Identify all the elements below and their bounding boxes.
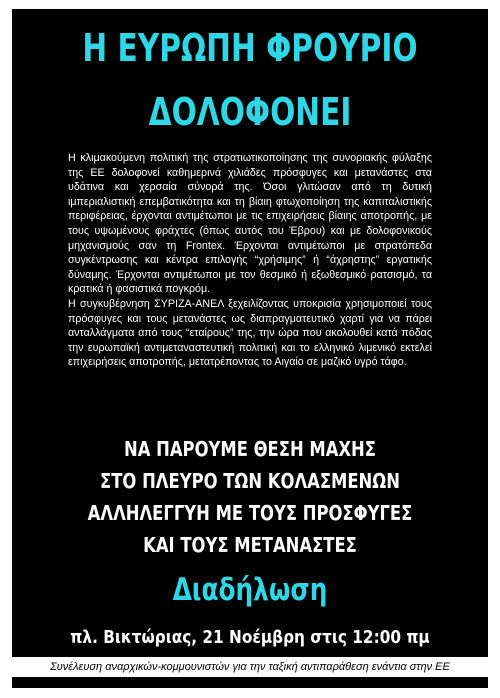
- body-paragraph-2: Η συγκυβέρνηση ΣΥΡΙΖΑ-ΑΝΕΛ ξεχειλίζοντας υποκρισία χρησιμοποιεί τους πρόσφυγες και τους μετανάστες ως διαπραγματευτικό χαρτί για να πάρει ανταλλάγματα από τους “εταίρους” της, την ώρα που ακολουθεί κατά πόδας την ευρωπαϊκή αντιμεταναστευτική πολιτική και το ελληνικό λιμενικό εκτελεί επιχειρήσεις αποτροπής, μετατρέποντας το Αιγαίο σε μαζικό υγρό τάφο.: [68, 297, 432, 369]
- body-paragraph-1: Η κλιμακούμενη πολιτική της στρατιωτικοποίησης της συνοριακής φύλαξης της ΕΕ δολοφονεί καθημερινά χιλιάδες πρόσφυγες και μετανάστες στα υδάτινα και χερσαία σύνορά της. Όσοι γλιτώσαν από τη δυτική ιμπεριαλιστική επεμβατικότητα και τη βίαιη φτωχοποίηση της καπιταλιστικής περιφέρειας, έρχονται αντιμέτωποι με τις επιχειρήσεις βίαιης αποτροπής, με τους υψωμένους φράχτες (όπως αυτός του Έβρου) και με δολοφονικούς μηχανισμούς σαν τη Frontex. Έρχονται αντιμέτωποι με στρατόπεδα συγκέντρωσης και κέντρα επιλογής “χρήσιμης” ή “άχρηστης” εργατικής δύναμης. Έρχονται αντιμέτωποι με τον θεσμικό ή εξωθεσμικό ρατσισμό, τα κρατικά ή φασιστικά πογκρόμ.: [68, 152, 432, 296]
- call-line-4: ΚΑΙ ΤΟΥΣ ΜΕΤΑΝΑΣΤΕΣ: [143, 533, 357, 557]
- poster: [12, 9, 488, 688]
- call-line-1: ΝΑ ΠΑΡΟΥΜΕ ΘΕΣΗ ΜΑΧΗΣ: [124, 437, 376, 461]
- poster-title-line-1: Η ΕΥΡΩΠΗ ΦΡΟΥΡΙΟ: [82, 26, 418, 70]
- poster-title-line-2: ΔΟΛΟΦΟΝΕΙ: [148, 90, 352, 134]
- call-line-3: ΑΛΛΗΛΕΓΓΥΗ ΜΕ ΤΟΥΣ ΠΡΟΣΦΥΓΕΣ: [87, 501, 413, 525]
- event-place-time: πλ. Βικτώριας, 21 Νοέμβρη στις 12:00 πμ: [70, 627, 430, 648]
- footer-signature: Συνέλευση αναρχικών-κομμουνιστών για την ταξική αντιπαράθεση ενάντια στην ΕΕ: [12, 657, 488, 677]
- body-text: [68, 151, 432, 370]
- event-label: Διαδήλωση: [172, 572, 328, 608]
- call-line-2: ΣΤΟ ΠΛΕΥΡΟ ΤΩΝ ΚΟΛΑΣΜΕΝΩΝ: [100, 469, 400, 493]
